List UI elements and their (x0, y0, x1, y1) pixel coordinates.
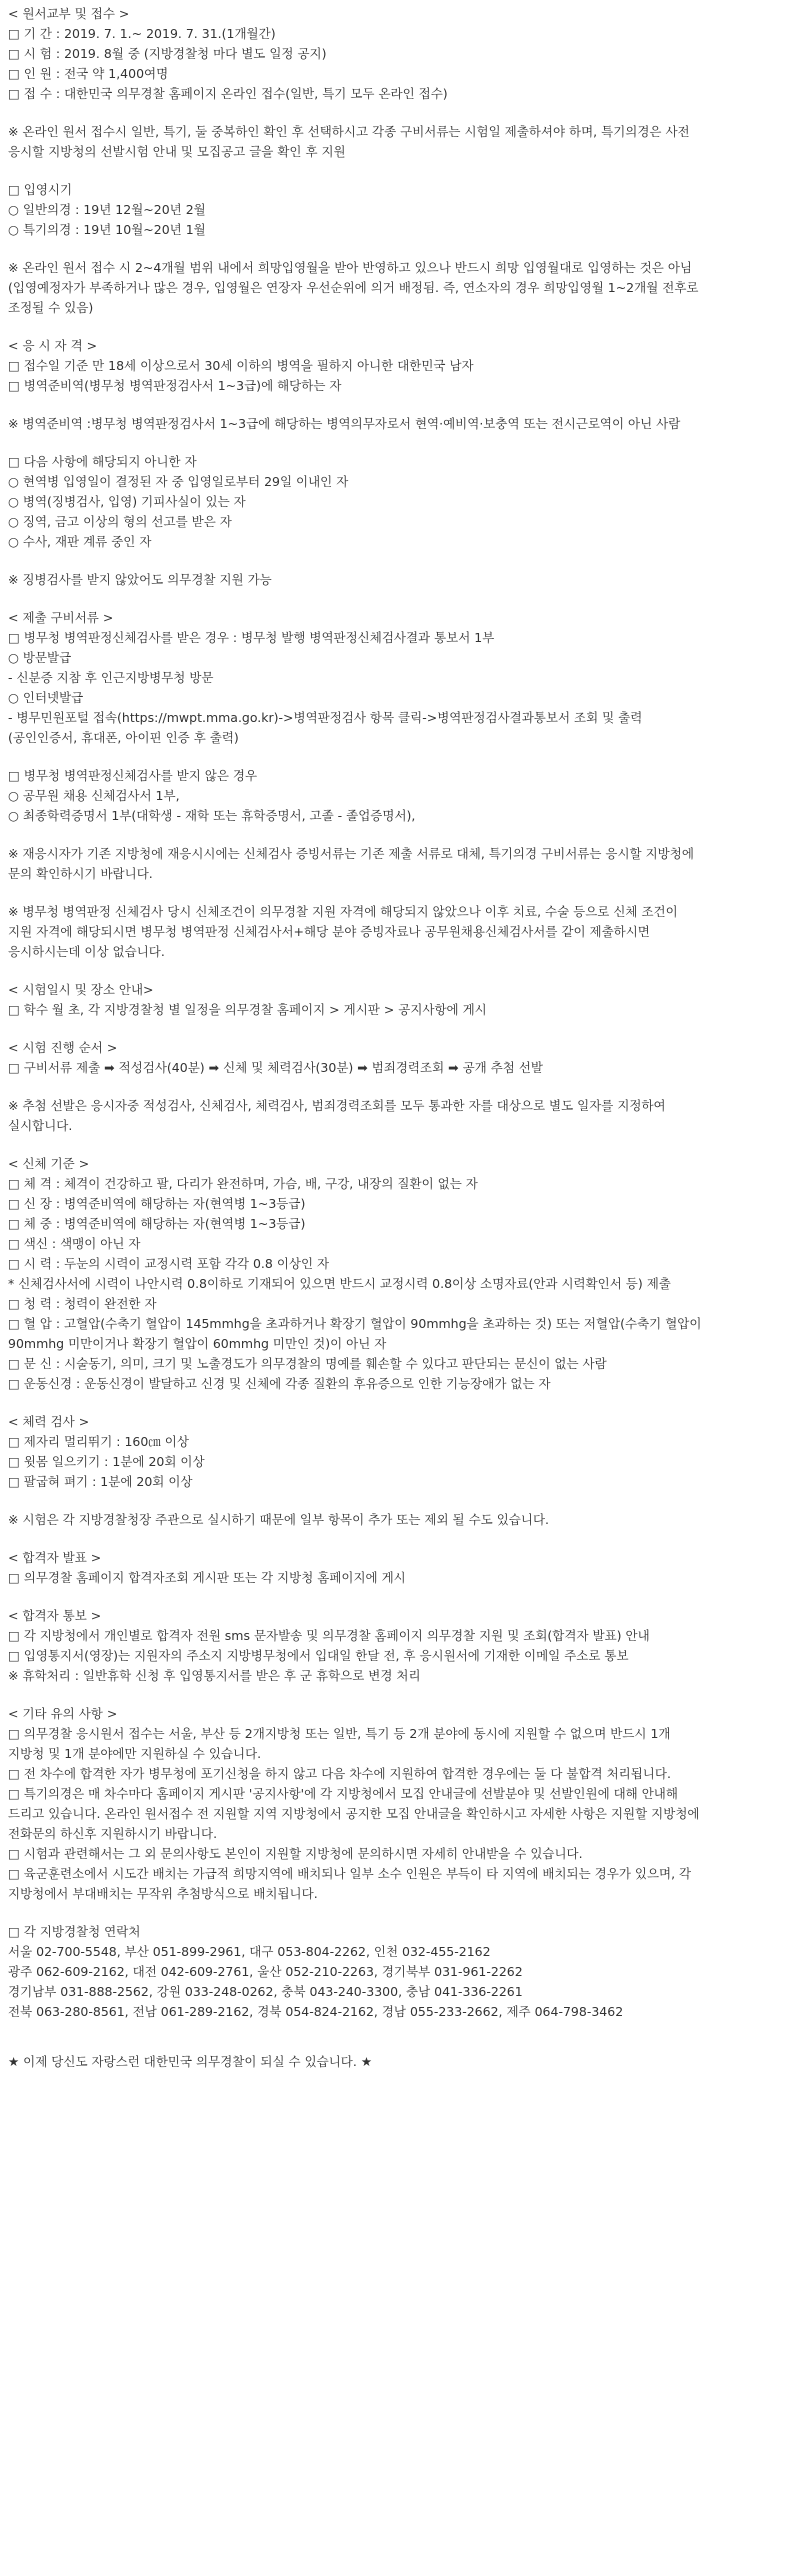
text-line: 드리고 있습니다. 온라인 원서접수 전 지원할 지역 지방청에서 공지한 모집 안내글을 확인하시고 자세한 사항은 지원할 지방청에 (8, 1806, 700, 1821)
paragraph-gap (8, 1394, 792, 1412)
section-heading: < 시험 진행 순서 > (8, 1040, 118, 1055)
sub-item: ○ 특기의경 : 19년 10월~20년 1월 (8, 222, 206, 237)
checkbox-item: □ 시 력 : 두눈의 시력이 교정시력 포함 각각 0.8 이상인 자 (8, 1256, 330, 1271)
paragraph-gap (8, 104, 792, 122)
section-6 (8, 414, 792, 434)
checkbox-item: □ 특기의경은 매 차수마다 홈페이지 게시판 '공지사항'에 각 지방청에서 모집 안내글에 선발분야 및 선발인원에 대해 안내해 (8, 1786, 678, 1801)
text-line: 서울 02-700-5548, 부산 051-899-2961, 대구 053-804-2262, 인천 032-455-2162 (8, 1944, 491, 1959)
paragraph-gap (8, 1588, 792, 1606)
section-8 (8, 570, 792, 590)
paragraph-gap (8, 552, 792, 570)
section-23 (8, 2052, 792, 2072)
note-line: ※ 재응시자가 기존 지방청에 재응시시에는 신체검사 증빙서류는 기존 제출 서류로 대체, 특기의경 구비서류는 응시할 지방청에 (8, 846, 694, 861)
sub-item: ○ 일반의경 : 19년 12월~20년 2월 (8, 202, 206, 217)
text-line: 90mmhg 미만이거나 확장기 혈압이 60mmhg 미만인 것)이 아닌 자 (8, 1336, 387, 1351)
section-heading: < 원서교부 및 접수 > (8, 6, 130, 21)
paragraph-gap (8, 162, 792, 180)
checkbox-item: □ 입영통지서(영장)는 지원자의 주소지 지방병무청에서 입대일 한달 전, 후 응시원서에 기재한 이메일 주소로 통보 (8, 1648, 629, 1663)
paragraph-gap (8, 2022, 792, 2052)
paragraph-gap (8, 962, 792, 980)
section-22 (8, 1922, 792, 2022)
text-line: (입영예정자가 부족하거나 많은 경우, 입영월은 연장자 우선순위에 의거 배정됨. 즉, 연소자의 경우 희망입영월 1~2개월 전후로 (8, 280, 699, 295)
checkbox-item: □ 제자리 멀리뛰기 : 160㎝ 이상 (8, 1434, 189, 1449)
checkbox-item: □ 색신 : 색맹이 아닌 자 (8, 1236, 141, 1251)
checkbox-item: □ 인 원 : 전국 약 1,400여명 (8, 66, 169, 81)
checkbox-item: □ 의무경찰 홈페이지 합격자조회 게시판 또는 각 지방청 홈페이지에 게시 (8, 1570, 406, 1585)
text-line: 응시하시는데 이상 없습니다. (8, 944, 165, 959)
checkbox-item: □ 신 장 : 병역준비역에 해당하는 자(현역병 1~3등급) (8, 1196, 306, 1211)
checkbox-item: □ 병역준비역(병무청 병역판정검사서 1~3급)에 해당하는 자 (8, 378, 342, 393)
section-16 (8, 1154, 792, 1394)
section-5 (8, 336, 792, 396)
section-9 (8, 608, 792, 748)
text-line: 경기남부 031-888-2562, 강원 033-248-0262, 충북 043-240-3300, 충남 041-336-2261 (8, 1984, 523, 1999)
checkbox-item: □ 각 지방청에서 개인별로 합격자 전원 sms 문자발송 및 의무경찰 홈페이지 의무경찰 지원 및 조회(합격자 발표) 안내 (8, 1628, 650, 1643)
text-line: 조정될 수 있음) (8, 300, 94, 315)
checkbox-item: □ 의무경찰 응시원서 접수는 서울, 부산 등 2개지방청 또는 일반, 특기 등 2개 분야에 동시에 지원할 수 없으며 반드시 1개 (8, 1726, 671, 1741)
note-line: * 신체검사서에 시력이 나안시력 0.8이하로 기재되어 있으면 반드시 교정시력 0.8이상 소명자료(안과 시력확인서 등) 제출 (8, 1276, 671, 1291)
section-10 (8, 766, 792, 826)
note-line: ※ 병역준비역 :병무청 병역판정검사서 1~3급에 해당하는 병역의무자로서 현역·예비역·보충역 또는 전시근로역이 아닌 사람 (8, 416, 681, 431)
section-11 (8, 844, 792, 884)
checkbox-item: □ 혈 압 : 고혈압(수축기 혈압이 145mmhg을 초과하거나 확장기 혈압이 90mmhg을 초과하는 것) 또는 저혈압(수축기 혈압이 (8, 1316, 702, 1331)
paragraph-gap (8, 396, 792, 414)
section-heading: < 합격자 발표 > (8, 1550, 102, 1565)
text-line: 전화문의 하신후 지원하시기 바랍니다. (8, 1826, 218, 1841)
checkbox-item: □ 병무청 병역판정신체검사를 받지 않은 경우 (8, 768, 258, 783)
paragraph-gap (8, 590, 792, 608)
section-17 (8, 1412, 792, 1492)
note-line: ※ 휴학처리 : 일반휴학 신청 후 입영통지서를 받은 후 군 휴학으로 변경 처리 (8, 1668, 421, 1683)
paragraph-gap (8, 1686, 792, 1704)
paragraph-gap (8, 748, 792, 766)
checkbox-item: □ 윗몸 일으키기 : 1분에 20회 이상 (8, 1454, 205, 1469)
checkbox-item: □ 청 력 : 청력이 완전한 자 (8, 1296, 157, 1311)
checkbox-item: □ 접수일 기준 만 18세 이상으로서 30세 이하의 병역을 필하지 아니한 대한민국 남자 (8, 358, 474, 373)
text-line: 지방청 및 1개 분야에만 지원하실 수 있습니다. (8, 1746, 262, 1761)
section-20 (8, 1606, 792, 1686)
section-7 (8, 452, 792, 552)
section-19 (8, 1548, 792, 1588)
section-15 (8, 1096, 792, 1136)
checkbox-item: □ 육군훈련소에서 시도간 배치는 가급적 희망지역에 배치되나 일부 소수 인원은 부득이 타 지역에 배치되는 경우가 있으며, 각 (8, 1866, 692, 1881)
text-line: - 병무민원포털 접속(https://mwpt.mma.go.kr)->병역판정검사 항목 클릭->병역판정검사결과통보서 조회 및 출력 (8, 710, 643, 725)
sub-item: ○ 수사, 재판 계류 중인 자 (8, 534, 152, 549)
text-line: 지방청에서 부대배치는 무작위 추첨방식으로 배치됩니다. (8, 1886, 318, 1901)
paragraph-gap (8, 1020, 792, 1038)
text-line: 광주 062-609-2162, 대전 042-609-2761, 울산 052-210-2263, 경기북부 031-961-2262 (8, 1964, 523, 1979)
paragraph-gap (8, 240, 792, 258)
note-line: ※ 징병검사를 받지 않았어도 의무경찰 지원 가능 (8, 572, 272, 587)
checkbox-item: □ 접 수 : 대한민국 의무경찰 홈페이지 온라인 접수(일반, 특기 모두 온라인 접수) (8, 86, 448, 101)
text-line: 문의 확인하시기 바랍니다. (8, 866, 153, 881)
text-line: 지원 자격에 해당되시면 병무청 병역판정 신체검사서+해당 분야 증빙자료나 공무원채용신체검사서를 같이 제출하시면 (8, 924, 650, 939)
section-3 (8, 180, 792, 240)
section-18 (8, 1510, 792, 1530)
paragraph-gap (8, 1530, 792, 1548)
section-heading: < 신체 기준 > (8, 1156, 90, 1171)
sub-item: ○ 현역병 입영일이 결정된 자 중 입영일로부터 29일 이내인 자 (8, 474, 349, 489)
section-14 (8, 1038, 792, 1078)
sub-item: ○ 인터넷발급 (8, 690, 84, 705)
note-line: ※ 병무청 병역판정 신체검사 당시 신체조건이 의무경찰 지원 자격에 해당되지 않았으나 이후 치료, 수술 등으로 신체 조건이 (8, 904, 678, 919)
checkbox-item: □ 구비서류 제출 ➡ 적성검사(40분) ➡ 신체 및 체력검사(30분) ➡ 범죄경력조회 ➡ 공개 추첨 선발 (8, 1060, 543, 1075)
checkbox-item: □ 팔굽혀 펴기 : 1분에 20회 이상 (8, 1474, 193, 1489)
text-line: 실시합니다. (8, 1118, 73, 1133)
paragraph-gap (8, 434, 792, 452)
paragraph-gap (8, 884, 792, 902)
checkbox-item: □ 각 지방경찰청 연락처 (8, 1924, 141, 1939)
section-heading: < 제출 구비서류 > (8, 610, 114, 625)
checkbox-item: □ 다음 사항에 해당되지 아니한 자 (8, 454, 197, 469)
checkbox-item: □ 기 간 : 2019. 7. 1.~ 2019. 7. 31.(1개월간) (8, 26, 276, 41)
sub-item: ○ 징역, 금고 이상의 형의 선고를 받은 자 (8, 514, 232, 529)
note-line: ※ 시험은 각 지방경찰청장 주관으로 실시하기 때문에 일부 항목이 추가 또는 제외 될 수도 있습니다. (8, 1512, 550, 1527)
section-4 (8, 258, 792, 318)
section-12 (8, 902, 792, 962)
checkbox-item: □ 전 차수에 합격한 자가 병무청에 포기신청을 하지 않고 다음 차수에 지원하여 합격한 경우에는 둘 다 불합격 처리됩니다. (8, 1766, 671, 1781)
sub-item: ○ 공무원 채용 신체검사서 1부, (8, 788, 180, 803)
section-heading: < 합격자 통보 > (8, 1608, 102, 1623)
section-2 (8, 122, 792, 162)
checkbox-item: □ 학수 월 초, 각 지방경찰청 별 일정을 의무경찰 홈페이지 > 게시판 > 공지사항에 게시 (8, 1002, 487, 1017)
text-line: 응시할 지방청의 선발시험 안내 및 모집공고 글을 확인 후 지원 (8, 144, 346, 159)
sub-item: ○ 병역(징병검사, 입영) 기피사실이 있는 자 (8, 494, 246, 509)
section-heading: < 응 시 자 격 > (8, 338, 98, 353)
section-heading: < 기타 유의 사항 > (8, 1706, 118, 1721)
sub-item: ○ 방문발급 (8, 650, 72, 665)
paragraph-gap (8, 1136, 792, 1154)
section-heading: < 체력 검사 > (8, 1414, 90, 1429)
sub-item: ○ 최종학력증명서 1부(대학생 - 재학 또는 휴학증명서, 고졸 - 졸업증명서), (8, 808, 416, 823)
text-line: (공인인증서, 휴대폰, 아이핀 인증 후 출력) (8, 730, 239, 745)
paragraph-gap (8, 1078, 792, 1096)
section-21 (8, 1704, 792, 1904)
section-1 (8, 4, 792, 104)
checkbox-item: □ 입영시기 (8, 182, 73, 197)
checkbox-item: □ 문 신 : 시술동기, 의미, 크기 및 노출경도가 의무경찰의 명예를 훼손할 수 있다고 판단되는 문신이 없는 사람 (8, 1356, 607, 1371)
note-line: ※ 온라인 원서 접수시 일반, 특기, 둘 중복하인 확인 후 선택하시고 각종 구비서류는 시험일 제출하셔야 하며, 특기의경은 사전 (8, 124, 690, 139)
checkbox-item: □ 운동신경 : 운동신경이 발달하고 신경 및 신체에 각종 질환의 후유증으로 인한 기능장애가 없는 자 (8, 1376, 551, 1391)
text-line: 전북 063-280-8561, 전남 061-289-2162, 경북 054-824-2162, 경남 055-233-2662, 제주 064-798-3462 (8, 2004, 624, 2019)
text-line: - 신분증 지참 후 인근지방병무청 방문 (8, 670, 214, 685)
section-13 (8, 980, 792, 1020)
closing-message: ★ 이제 당신도 자랑스런 대한민국 의무경찰이 되실 수 있습니다. ★ (8, 2054, 373, 2069)
section-heading: < 시험일시 및 장소 안내> (8, 982, 154, 997)
paragraph-gap (8, 826, 792, 844)
note-line: ※ 온라인 원서 접수 시 2~4개월 범위 내에서 희망입영월을 받아 반영하고 있으나 반드시 희망 입영월대로 입영하는 것은 아님 (8, 260, 693, 275)
checkbox-item: □ 시험과 관련해서는 그 외 문의사항도 본인이 지원할 지방청에 문의하시면 자세히 안내받을 수 있습니다. (8, 1846, 583, 1861)
paragraph-gap (8, 1492, 792, 1510)
checkbox-item: □ 병무청 병역판정신체검사를 받은 경우 : 병무청 발행 병역판정신체검사결과 통보서 1부 (8, 630, 495, 645)
checkbox-item: □ 체 격 : 체격이 건강하고 팔, 다리가 완전하며, 가슴, 배, 구강, 내장의 질환이 없는 자 (8, 1176, 478, 1191)
checkbox-item: □ 시 험 : 2019. 8월 중 (지방경찰청 마다 별도 일정 공지) (8, 46, 327, 61)
paragraph-gap (8, 1904, 792, 1922)
paragraph-gap (8, 318, 792, 336)
checkbox-item: □ 체 중 : 병역준비역에 해당하는 자(현역병 1~3등급) (8, 1216, 306, 1231)
note-line: ※ 추첨 선발은 응시자중 적성검사, 신체검사, 체력검사, 범죄경력조회를 모두 통과한 자를 대상으로 별도 일자를 지정하여 (8, 1098, 666, 1113)
